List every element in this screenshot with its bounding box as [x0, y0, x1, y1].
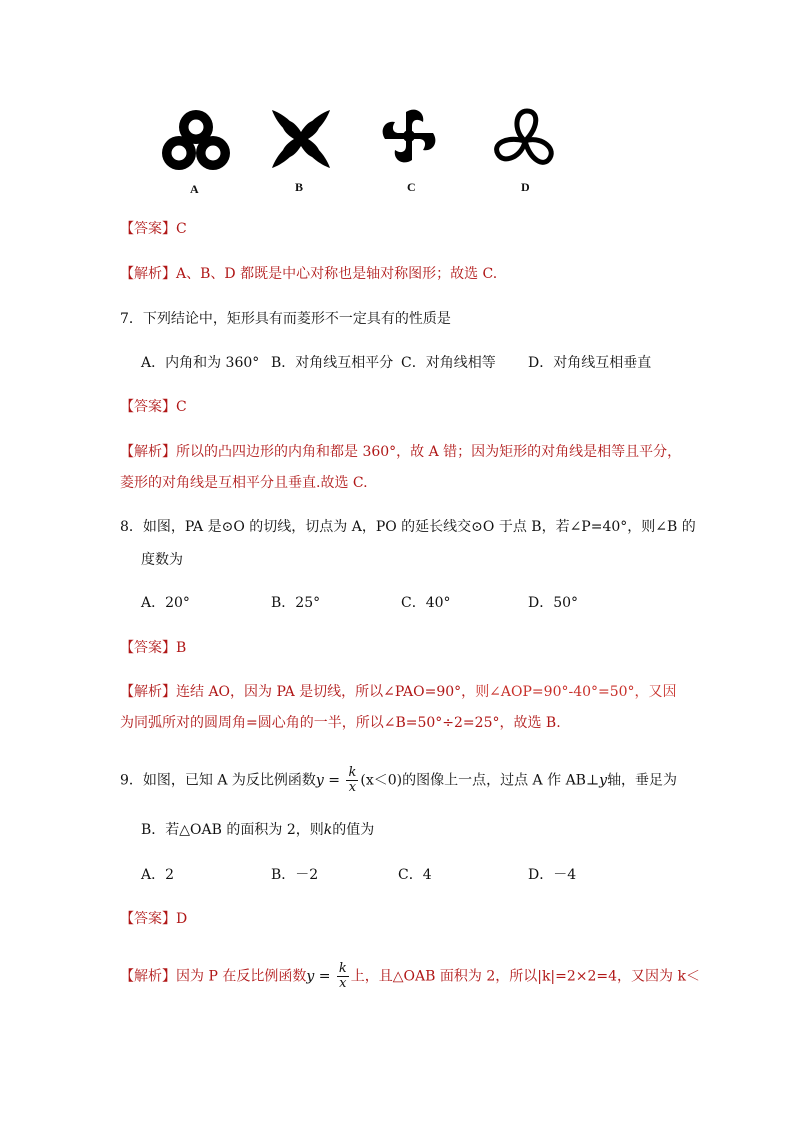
q8-option-d: D．50° [528, 595, 579, 611]
q9-stem-line-2 [141, 820, 374, 840]
q9-fraction-denominator: x [348, 780, 357, 795]
q6-answer-line [120, 219, 187, 239]
q6-answer-value: C [176, 221, 187, 237]
analysis-tag: 【解析】 [120, 444, 176, 460]
q9-analysis-suffix: 上，且△OAB 面积为 2，所以|k|=2×2=4，又因为 k＜ [350, 968, 700, 985]
q7-option-d: D．对角线互相垂直 [528, 355, 652, 371]
q9-stem-mid: 的图像上一点，过点 A 作 AB⊥ [402, 772, 600, 789]
figure-c-label: C [407, 180, 416, 194]
q9-analysis-fraction [337, 962, 349, 991]
q6-analysis-text: A、B、D 都既是中心对称也是轴对称图形；故选 C. [176, 266, 498, 282]
q7-analysis-line-2: 菱形的对角线是互相平分且垂直.故选 C. [120, 475, 368, 491]
q9-analysis-var-y: y [306, 968, 315, 985]
analysis-tag: 【解析】 [120, 968, 176, 985]
q8-option-c: C．40° [401, 595, 451, 611]
analysis-tag: 【解析】 [120, 684, 176, 700]
q8-answer-line [120, 638, 186, 658]
q8-stem-line-2: 度数为 [141, 552, 183, 568]
q9-option-d: D．－4 [528, 867, 577, 883]
q9-stem-end: 轴，垂足为 [607, 772, 678, 789]
q9-fraction [346, 766, 358, 795]
q8-option-a: A．20° [141, 595, 190, 611]
q7-answer-value: C [176, 399, 187, 415]
q8-analysis-line-2: 为同弧所对的圆周角=圆心角的一半，所以∠B=50°÷2=25°，故选 B. [120, 715, 561, 731]
q9-option-a: A．2 [141, 867, 175, 883]
figure-b-label: B [295, 180, 304, 194]
q9-analysis-fraction-denominator: x [339, 976, 347, 991]
q9-stem-line-2-suffix: 的值为 [332, 822, 375, 838]
analysis-tag: 【解析】 [120, 266, 176, 282]
q8-answer-value: B [176, 640, 187, 656]
q9-analysis-equals: = [314, 968, 335, 985]
answer-tag: 【答案】 [120, 911, 176, 927]
q8-option-b: B．25° [271, 595, 321, 611]
answer-tag: 【答案】 [120, 221, 176, 237]
q7-option-b: B．对角线互相平分 [271, 355, 394, 371]
q9-option-c: C．4 [398, 867, 432, 883]
q9-answer-line [120, 909, 187, 929]
q9-option-b: B．－2 [271, 867, 319, 883]
q6-analysis-line [120, 264, 497, 284]
figure-a-trefoil-rings [160, 107, 232, 173]
q8-stem-line-1: 8．如图，PA 是⊙O 的切线，切点为 A，PO 的延长线交⊙O 于点 B，若∠P=40°，则∠B 的 [120, 519, 696, 535]
q9-equals: = [323, 772, 345, 789]
q9-stem-line-1 [120, 766, 677, 795]
figure-d-triple-loop [490, 105, 560, 171]
q9-var-k: k [323, 822, 333, 838]
q9-fraction-numerator: k [348, 765, 357, 780]
q7-option-a: A．内角和为 360° [141, 355, 260, 371]
figure-b-four-petals [270, 108, 332, 170]
q7-answer-line [120, 397, 187, 417]
q8-analysis-line-1 [120, 682, 677, 702]
answer-tag: 【答案】 [120, 640, 176, 656]
q7-option-c: C．对角线相等 [401, 355, 496, 371]
answer-tag: 【答案】 [120, 399, 176, 415]
figure-d-label: D [521, 180, 530, 194]
q9-analysis-prefix: 因为 P 在反比例函数 [176, 968, 307, 985]
figure-a-label: A [190, 182, 199, 196]
q9-var-y-axis: y [599, 772, 608, 789]
figure-c-pinwheel [376, 103, 442, 169]
q9-stem-line-2-prefix: B．若△OAB 的面积为 2，则 [141, 822, 324, 838]
q7-analysis-text-1: 所以的凸四边形的内角和都是 360°，故 A 错；因为矩形的对角线是相等且平分， [176, 444, 682, 460]
q9-analysis-fraction-numerator: k [338, 961, 347, 976]
q8-analysis-text-1a: 连结 AO，因为 PA 是切线，所以∠PAO=90°， [176, 684, 476, 700]
q9-answer-value: D [176, 911, 188, 927]
q9-analysis-line-1 [120, 962, 700, 991]
q7-stem: 7．下列结论中，矩形具有而菱形不一定具有的性质是 [120, 311, 451, 327]
q7-analysis-line-1 [120, 442, 681, 462]
q8-analysis-text-1b: 则∠AOP=90°-40°=50°，又因 [475, 684, 677, 700]
q9-var-y: y [315, 772, 324, 789]
q9-condition: (x＜0) [360, 772, 403, 789]
q9-stem-prefix: 9．如图，已知 A 为反比例函数 [120, 772, 316, 789]
